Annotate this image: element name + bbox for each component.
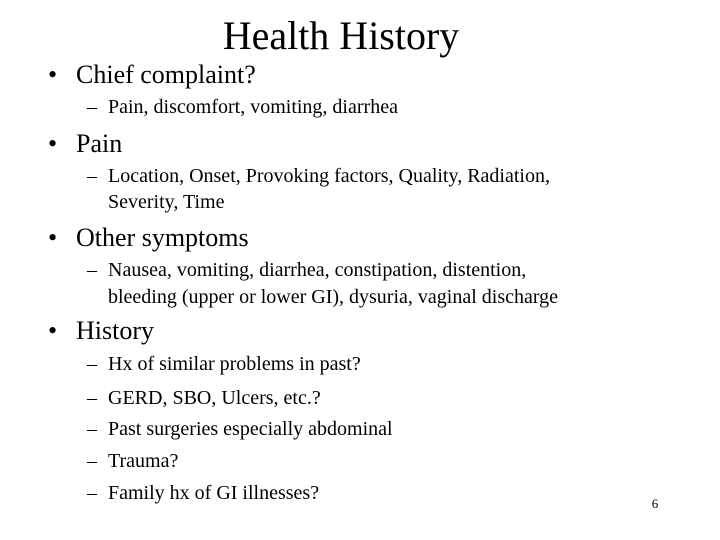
sub-bullet-text: Past surgeries especially abdominal bbox=[108, 418, 393, 440]
sub-bullet-text: Family hx of GI illnesses? bbox=[108, 482, 320, 504]
sub-bullet-text: Nausea, vomiting, diarrhea, constipation, distention, bbox=[108, 259, 527, 281]
dash-icon: – bbox=[87, 96, 97, 118]
bullet-dot-icon: • bbox=[48, 60, 58, 89]
page-number: 6 bbox=[651, 496, 659, 511]
bullet-dot-icon: • bbox=[48, 223, 58, 252]
sub-bullet-text: bleeding (upper or lower GI), dysuria, vaginal discharge bbox=[108, 286, 559, 308]
dash-icon: – bbox=[87, 418, 97, 440]
bullet-dot-icon: • bbox=[48, 129, 58, 158]
sub-bullet-text: Location, Onset, Provoking factors, Quality, Radiation, bbox=[108, 165, 550, 187]
sub-bullet-text: GERD, SBO, Ulcers, etc.? bbox=[108, 387, 321, 409]
bullet-label: Pain bbox=[76, 129, 123, 158]
dash-icon: – bbox=[87, 353, 97, 375]
dash-icon: – bbox=[87, 482, 97, 504]
bullet-label: Chief complaint? bbox=[76, 60, 256, 89]
dash-icon: – bbox=[87, 165, 97, 187]
sub-bullet-text: Trauma? bbox=[108, 450, 179, 472]
sub-bullet-text: Severity, Time bbox=[108, 191, 225, 213]
sub-bullet-text: Pain, discomfort, vomiting, diarrhea bbox=[108, 96, 398, 118]
dash-icon: – bbox=[87, 259, 97, 281]
sub-bullet-text: Hx of similar problems in past? bbox=[108, 353, 361, 375]
bullet-dot-icon: • bbox=[48, 316, 58, 345]
bullet-label: History bbox=[76, 316, 154, 345]
dash-icon: – bbox=[87, 450, 97, 472]
slide-title: Health History bbox=[222, 13, 460, 58]
dash-icon: – bbox=[87, 387, 97, 409]
bullet-label: Other symptoms bbox=[76, 223, 249, 252]
